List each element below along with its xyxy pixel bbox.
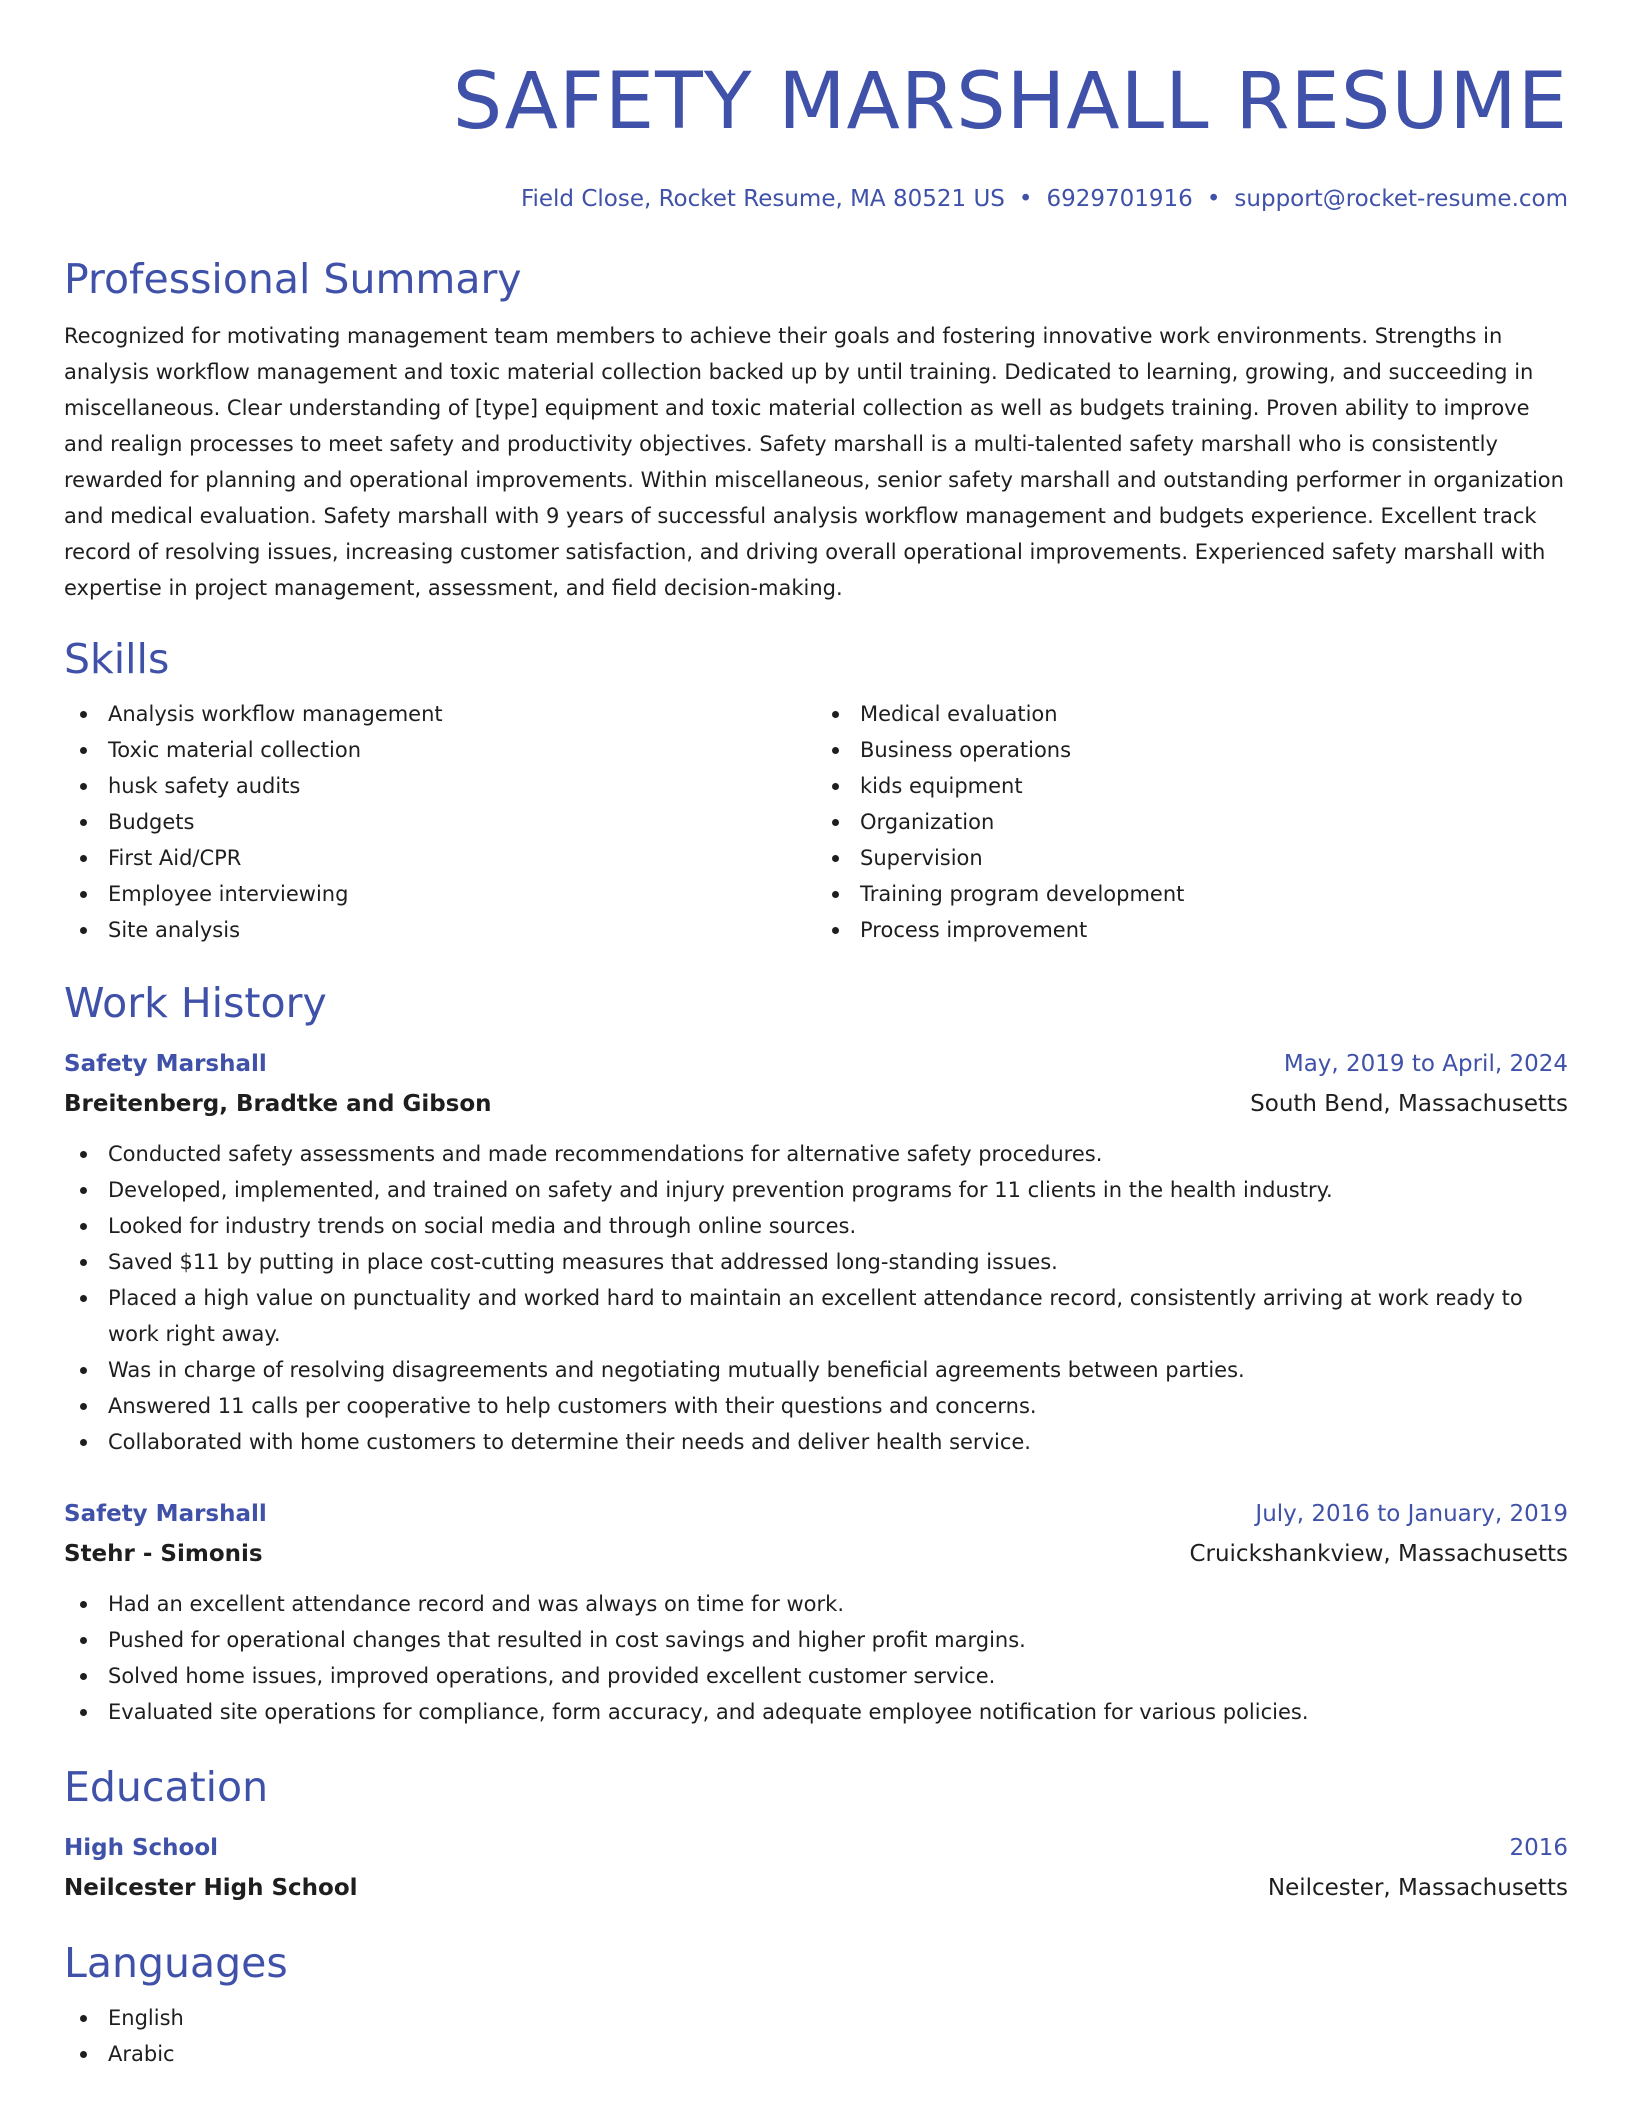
education-degree: High School: [64, 1835, 219, 1861]
job-title: Safety Marshall: [64, 1501, 267, 1527]
skills-column-right: [816, 696, 1568, 948]
skills-column-left: [64, 696, 816, 948]
job-bullet: Solved home issues, improved operations, and provided excellent customer service.: [64, 1658, 1568, 1694]
education-location: Neilcester, Massachusetts: [1267, 1875, 1568, 1901]
skills-list: [64, 696, 1568, 948]
job-company-row: [64, 1534, 1568, 1574]
job-bullet: Placed a high value on punctuality and worked hard to maintain an excellent attendance record, consistently arriving at work ready to work right away.: [64, 1280, 1568, 1352]
summary-heading: Professional Summary: [64, 255, 522, 303]
job-bullet: Looked for industry trends on social media and through online sources.: [64, 1208, 1568, 1244]
job-bullet: Pushed for operational changes that resulted in cost savings and higher profit margins.: [64, 1622, 1568, 1658]
job-bullets: [64, 1586, 1568, 1730]
job-bullet: Answered 11 calls per cooperative to help customers with their questions and concerns.: [64, 1388, 1568, 1424]
contact-line: [64, 184, 1568, 214]
page-title: SAFETY MARSHALL RESUME: [452, 57, 1568, 147]
job-bullet: Conducted safety assessments and made recommendations for alternative safety procedures.: [64, 1136, 1568, 1172]
skill-item: Budgets: [64, 804, 816, 840]
job-header-row: [64, 1494, 1568, 1534]
work-history-heading: Work History: [64, 979, 327, 1027]
skill-item: Toxic material collection: [64, 732, 816, 768]
education-heading: Education: [64, 1763, 269, 1811]
job-header-row: [64, 1044, 1568, 1084]
language-item: English: [64, 2000, 1568, 2036]
skill-item: Organization: [816, 804, 1568, 840]
job-company: Breitenberg, Bradtke and Gibson: [64, 1091, 492, 1117]
job-entry: [64, 1494, 1568, 1730]
resume-header: [64, 52, 1568, 214]
languages-list: [64, 2000, 1568, 2072]
skill-item: Medical evaluation: [816, 696, 1568, 732]
skill-item: Supervision: [816, 840, 1568, 876]
skill-item: Site analysis: [64, 912, 816, 948]
education-school: Neilcester High School: [64, 1875, 358, 1901]
job-bullet: Was in charge of resolving disagreements and negotiating mutually beneficial agreements between parties.: [64, 1352, 1568, 1388]
job-bullet: Collaborated with home customers to determine their needs and deliver health service.: [64, 1424, 1568, 1460]
job-dates: May, 2019 to April, 2024: [1283, 1051, 1568, 1077]
email-link[interactable]: support@rocket-resume.com: [1234, 186, 1568, 212]
skill-item: Training program development: [816, 876, 1568, 912]
address-text: Field Close, Rocket Resume, MA 80521 US: [520, 186, 1005, 212]
job-entry: [64, 1044, 1568, 1460]
skill-item: Employee interviewing: [64, 876, 816, 912]
job-company-row: [64, 1084, 1568, 1124]
phone-text: 6929701916: [1046, 186, 1193, 212]
summary-text: Recognized for motivating management team members to achieve their goals and fostering innovative work environments. Strengths in analysis workflow management and toxic material collection backed up by until training. Dedicated to learning, growing, and succeeding in miscellaneous. Clear understanding of [type] equipment and toxic material collection as well as budgets training. Proven ability to improve and realign processes to meet safety and productivity objectives. Safety marshall is a multi-talented safety marshall who is consistently rewarded for planning and operational improvements. Within miscellaneous, senior safety marshall and outstanding performer in organization and medical evaluation. Safety marshall with 9 years of successful analysis workflow management and budgets experience. Excellent track record of resolving issues, increasing customer satisfaction, and driving overall operational improvements. Experienced safety marshall with expertise in project management, assessment, and field decision-making.: [64, 324, 1564, 600]
skill-item: Analysis workflow management: [64, 696, 816, 732]
separator-dot: •: [1018, 186, 1033, 212]
job-location: Cruickshankview, Massachusetts: [1189, 1541, 1568, 1567]
job-bullets: [64, 1136, 1568, 1460]
job-title: Safety Marshall: [64, 1051, 267, 1077]
skill-item: husk safety audits: [64, 768, 816, 804]
education-year: 2016: [1509, 1835, 1568, 1861]
education-header-row: [64, 1828, 1568, 1868]
skill-item: Business operations: [816, 732, 1568, 768]
languages-heading: Languages: [64, 1939, 288, 1987]
education-school-row: [64, 1868, 1568, 1908]
job-bullet: Saved $11 by putting in place cost-cutting measures that addressed long-standing issues.: [64, 1244, 1568, 1280]
skills-heading: Skills: [64, 635, 170, 683]
separator-dot: •: [1206, 186, 1221, 212]
skill-item: Process improvement: [816, 912, 1568, 948]
job-location: South Bend, Massachusetts: [1250, 1091, 1568, 1117]
education-entry: [64, 1828, 1568, 1908]
job-company: Stehr - Simonis: [64, 1541, 263, 1567]
job-bullet: Evaluated site operations for compliance, form accuracy, and adequate employee notification for various policies.: [64, 1694, 1568, 1730]
language-item: Arabic: [64, 2036, 1568, 2072]
skill-item: kids equipment: [816, 768, 1568, 804]
languages-section: [64, 2000, 1568, 2072]
job-dates: July, 2016 to January, 2019: [1255, 1501, 1568, 1527]
job-bullet: Developed, implemented, and trained on safety and injury prevention programs for 11 clients in the health industry.: [64, 1172, 1568, 1208]
skill-item: First Aid/CPR: [64, 840, 816, 876]
job-bullet: Had an excellent attendance record and was always on time for work.: [64, 1586, 1568, 1622]
